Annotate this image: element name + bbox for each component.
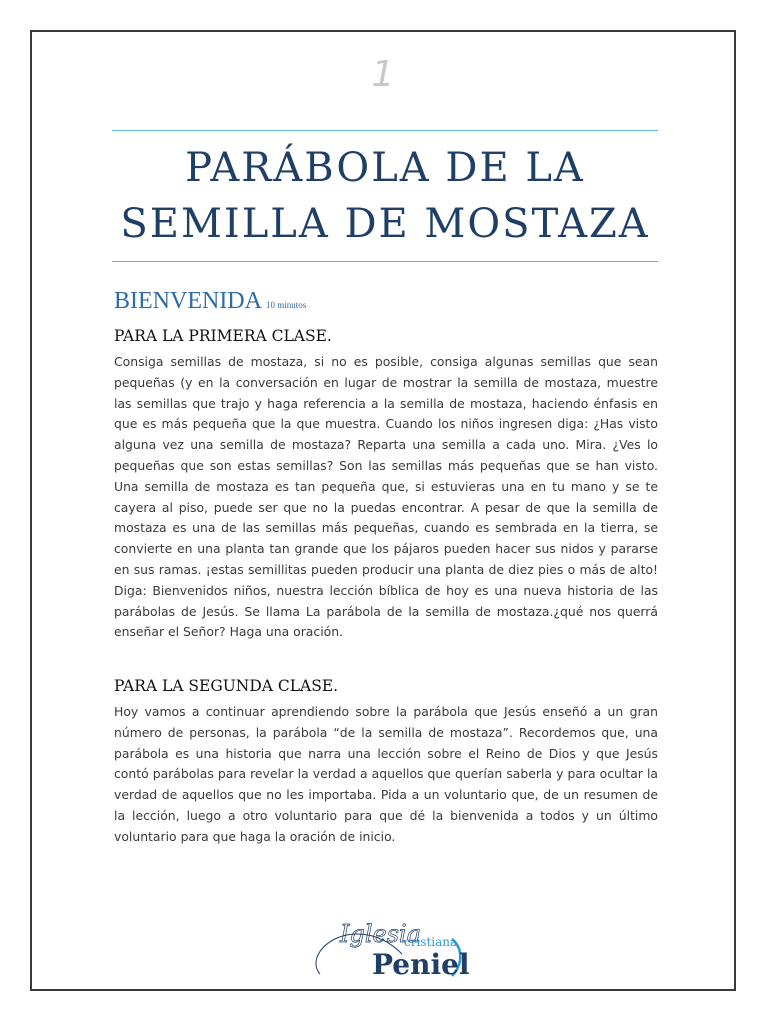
logo-word-peniel: Peniel	[372, 948, 470, 981]
title-line-1: PARÁBOLA DE LA	[185, 145, 585, 191]
section-heading-text: BIENVENIDA	[114, 288, 262, 314]
document-page	[30, 30, 736, 991]
duration-note: 10 minutos	[265, 300, 307, 310]
class-two-body: Hoy vamos a continuar aprendiendo sobre la parábola que Jesús enseñó a un gran número de personas, la parábola “de la semilla de mostaza”. Recordemos que, una parábola es una historia que narra una lección sobre el Reino de Dios y que Jesús contó parábolas para revelar la verdad a aquellos que querían saberla y para ocultar la verdad de aquellos que no les importaba. Pida a un voluntario que, de un resumen de la lección, luego a otro voluntario para que dé la bienvenida a todos y un último voluntario para que haga la oración de inicio.	[114, 704, 658, 844]
title-rule-top	[112, 130, 658, 131]
page-number: 1	[371, 54, 395, 95]
logo-word-cristiana: cristiana	[404, 935, 458, 949]
page-title	[112, 140, 658, 252]
class-two-heading: PARA LA SEGUNDA CLASE.	[114, 677, 339, 695]
section-heading	[114, 288, 306, 315]
class-one-heading: PARA LA PRIMERA CLASE.	[114, 327, 332, 345]
title-line-2: SEMILLA DE MOSTAZA	[120, 201, 650, 247]
logo-word-iglesia: Iglesia	[340, 920, 422, 948]
title-rule-bottom	[112, 261, 658, 262]
class-one-body: Consiga semillas de mostaza, si no es posible, consiga algunas semillas que sean pequeñas (y en la conversación en lugar de mostrar la semilla de mostaza, muestre las semillas que trajo y haga referencia a la semilla de mostaza, haciendo énfasis en que es más pequeña que la que muestra. Cuando los niños ingresen diga: ¿Has visto alguna vez una semilla de mostaza? Reparta una semilla a cada uno. Mira. ¿Ves lo pequeñas que son estas semillas? Son las semillas más pequeñas que se han visto. Una semilla de mostaza es tan pequeña que, si estuvieras una en tu mano y se te cayera al piso, puede ser que no la puedas encontrar. A pesar de que la semilla de mostaza es una de las semillas más pequeñas, cuando es sembrada en la tierra, se convierte en una planta tan grande que los pájaros pueden hacer sus nidos y pararse en sus ramas. ¡estas semillitas pueden producir una planta de diez pies o más de alto! Diga: Bienvenidos niños, nuestra lección bíblica de hoy es una nueva historia de las parábolas de Jesús. Se llama La parábola de la semilla de mostaza.¿qué nos querrá enseñar el Señor? Haga una oración.	[114, 354, 658, 640]
church-logo	[302, 904, 472, 984]
